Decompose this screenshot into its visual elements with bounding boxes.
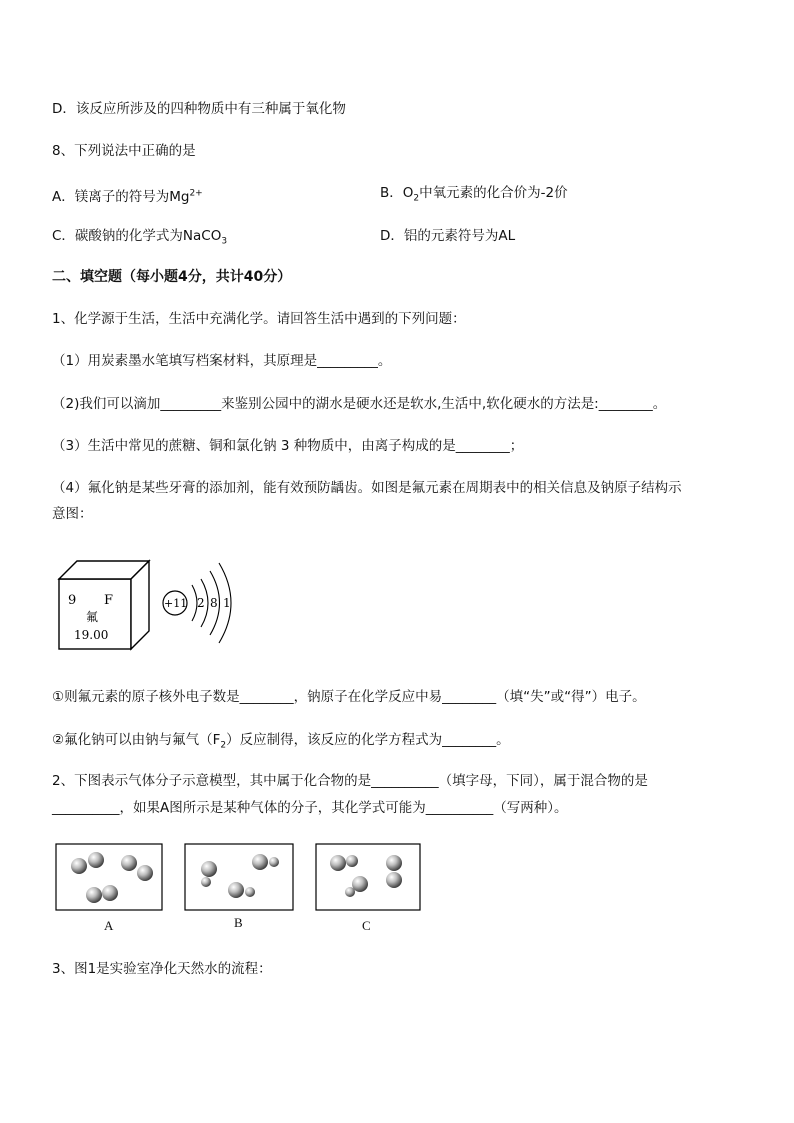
shell-count-3: 1 [223, 596, 231, 610]
nucleus-charge: +11 [164, 597, 188, 610]
model-box-c [316, 844, 420, 910]
f3-stem: 3、图1是实验室净化天然水的流程： [52, 961, 272, 977]
q8-option-d: D．铝的元素符号为AL [380, 228, 516, 244]
f1-part3: （3）生活中常见的蔗糖、铜和氯化钠 3 种物质中，由离子构成的是________； [52, 438, 524, 454]
element-number: 9 [68, 593, 77, 608]
sodium-atom [163, 563, 231, 643]
f2-line1: 2、下图表示气体分子示意模型，其中属于化合物的是__________（填字母，下同），属于混合物的是 [52, 773, 648, 789]
f1-stem: 1、化学源于生活，生活中充满化学。请回答生活中遇到的下列问题： [52, 311, 466, 327]
q8-options-row1 [52, 184, 568, 206]
shell-count-2: 8 [210, 596, 218, 610]
element-symbol: F [104, 593, 114, 608]
f2-line2: __________，如果A图所示是某种气体的分子，其化学式可能为__________（写两种）。 [52, 800, 568, 816]
f1-part1: （1）用炭素墨水笔填写档案材料，其原理是_________。 [52, 353, 392, 369]
q7-option-d: D．该反应所涉及的四种物质中有三种属于氧化物 [52, 101, 346, 117]
q8-option-c: C．碳酸钠的化学式为NaCO$_3$ [52, 228, 228, 247]
f1-sub2: ②氟化钠可以由钠与氟气$(F_2)$反应制得，该反应的化学方程式为________。 [52, 732, 510, 751]
q8-option-a: A．镁离子的符号为$Mg^{2+}$ [52, 188, 203, 205]
q8-options-row2 [52, 227, 516, 251]
model-label-c: C [362, 918, 371, 933]
element-mass: 19.00 [74, 628, 109, 642]
element-name: 氟 [86, 610, 99, 624]
model-label-b: B [234, 915, 243, 930]
section-title: 二、填空题（每小题4分，共计40分） [52, 269, 292, 285]
model-box-a [56, 844, 162, 910]
f1-part2: （2)我们可以滴加_________来鉴别公园中的湖水是硬水还是软水,生活中,软化硬水的方法是:________。 [52, 396, 667, 412]
molecule-models-figure [54, 842, 424, 914]
f1-part4-line2: 意图： [52, 506, 93, 522]
element-cube [59, 561, 149, 649]
shell-count-1: 2 [197, 596, 205, 610]
model-box-b [185, 844, 293, 910]
f1-sub1: ①则氟元素的原子核外电子数是________，钠原子在化学反应中易________（填“失”或“得”）电子。 [52, 689, 646, 705]
f1-part4-line1: （4）氟化钠是某些牙膏的添加剂，能有效预防龋齿。如图是氟元素在周期表中的相关信息及钠原子结构示 [52, 480, 682, 496]
model-label-a: A [104, 918, 114, 933]
q8-option-b: B．$O_2$中氧元素的化合价为-2价 [380, 185, 568, 204]
element-and-atom-figure [55, 555, 245, 655]
q8-stem: 8、下列说法中正确的是 [52, 143, 196, 159]
